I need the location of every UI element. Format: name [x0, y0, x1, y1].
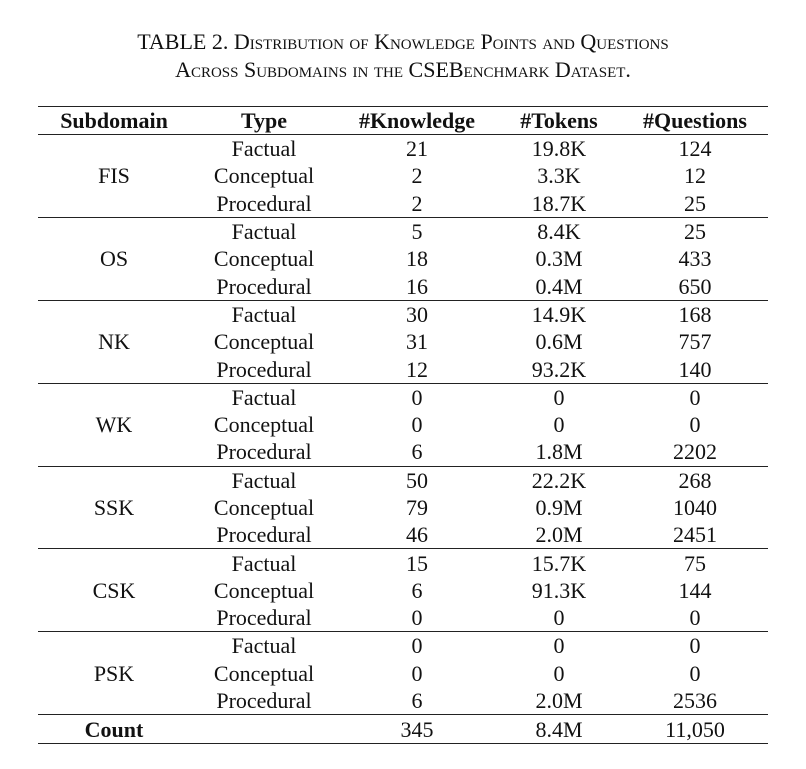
questions-cell: 168: [678, 301, 712, 327]
subdomain-cell: PSK: [38, 632, 190, 715]
header-knowledge: #Knowledge: [338, 107, 496, 135]
count-label: Count: [38, 715, 190, 744]
count-row: [38, 715, 768, 744]
type-cell: Procedural: [190, 272, 338, 300]
knowledge-cell: 6: [338, 438, 496, 466]
knowledge-cell: 0: [411, 660, 423, 686]
questions-cell: 2451: [622, 521, 768, 549]
subdomain-cell: FIS: [38, 135, 190, 218]
table-header: [38, 107, 768, 135]
header-tokens: #Tokens: [496, 107, 622, 135]
knowledge-cell: 0: [411, 633, 423, 659]
questions-cell: 2202: [622, 438, 768, 466]
questions-cell: 268: [678, 467, 712, 493]
header-subdomain: Subdomain: [38, 107, 190, 135]
knowledge-cell: 50: [406, 467, 428, 493]
questions-cell: 433: [678, 246, 712, 272]
questions-cell: 25: [622, 190, 768, 218]
subdomain-cell: NK: [38, 300, 190, 383]
questions-cell: 0: [622, 604, 768, 632]
questions-cell: 12: [684, 163, 706, 189]
knowledge-cell: 12: [338, 355, 496, 383]
questions-cell: 2536: [622, 687, 768, 715]
type-cell: Factual: [231, 467, 297, 493]
type-cell: Procedural: [190, 190, 338, 218]
questions-cell: 1040: [673, 495, 717, 520]
knowledge-cell: 2: [338, 190, 496, 218]
questions-cell: 757: [678, 329, 712, 355]
subdomain-group: [38, 383, 768, 466]
tokens-cell: 3.3K: [537, 163, 581, 189]
type-cell: Procedural: [190, 521, 338, 549]
knowledge-cell: 30: [406, 301, 428, 327]
knowledge-cell: 5: [411, 219, 423, 245]
subdomain-group: [38, 549, 768, 632]
questions-cell: 25: [684, 219, 706, 245]
tokens-cell: 0.6M: [535, 329, 583, 355]
type-cell: Conceptual: [213, 329, 315, 355]
table-footer: [38, 715, 768, 744]
knowledge-cell: 0: [411, 384, 423, 410]
tokens-cell: 1.8M: [496, 438, 622, 466]
questions-cell: 144: [678, 577, 712, 603]
type-cell: Factual: [231, 219, 297, 245]
knowledge-cell: 16: [338, 272, 496, 300]
tokens-cell: 18.7K: [496, 190, 622, 218]
type-cell: Factual: [231, 384, 297, 410]
questions-cell: 0: [689, 384, 701, 410]
count-questions: 11,050: [622, 715, 768, 744]
questions-cell: 0: [689, 633, 701, 659]
tokens-cell: 0: [553, 660, 565, 686]
type-cell: Conceptual: [213, 163, 315, 189]
table-row: [38, 383, 768, 411]
knowledge-cell: 0: [338, 604, 496, 632]
tokens-cell: 0.3M: [535, 246, 583, 272]
knowledge-cell: 0: [411, 412, 423, 438]
table-caption: [0, 28, 806, 84]
table-row: [38, 632, 768, 660]
tokens-cell: 91.3K: [531, 577, 587, 603]
knowledge-cell: 31: [406, 329, 428, 355]
knowledge-cell: 21: [406, 136, 428, 162]
subdomain-cell: OS: [38, 217, 190, 300]
tokens-cell: 2.0M: [496, 521, 622, 549]
table-row: [38, 135, 768, 163]
subdomain-group: [38, 217, 768, 300]
knowledge-cell: 79: [406, 495, 428, 520]
questions-cell: 650: [622, 272, 768, 300]
tokens-cell: 14.9K: [531, 301, 587, 327]
knowledge-cell: 2: [411, 163, 423, 189]
type-cell: Factual: [231, 136, 297, 162]
tokens-cell: 0: [553, 412, 565, 438]
header-questions: #Questions: [622, 107, 768, 135]
type-cell: Conceptual: [213, 412, 315, 438]
count-tokens: 8.4M: [496, 715, 622, 744]
table-row: [38, 466, 768, 494]
distribution-table: [38, 106, 768, 744]
subdomain-cell: SSK: [38, 466, 190, 549]
type-cell: Procedural: [190, 687, 338, 715]
type-cell: Conceptual: [213, 577, 315, 603]
subdomain-group: [38, 632, 768, 715]
type-cell: Conceptual: [213, 495, 315, 520]
knowledge-cell: 46: [338, 521, 496, 549]
table-row: [38, 217, 768, 245]
tokens-cell: 93.2K: [496, 355, 622, 383]
questions-cell: 124: [678, 136, 712, 162]
subdomain-cell: CSK: [38, 549, 190, 632]
tokens-cell: 15.7K: [531, 550, 587, 576]
table-row: [38, 549, 768, 577]
caption-line-1-rest: istribution of Knowledge Points and Questions: [249, 29, 669, 54]
caption-line-1: [0, 28, 806, 56]
tokens-cell: 2.0M: [496, 687, 622, 715]
tokens-cell: 0.9M: [535, 495, 583, 520]
count-type: [190, 715, 338, 744]
knowledge-cell: 6: [338, 687, 496, 715]
table-row: [38, 300, 768, 328]
tokens-cell: 0: [496, 604, 622, 632]
header-type: Type: [190, 107, 338, 135]
subdomain-cell: WK: [38, 383, 190, 466]
type-cell: Procedural: [190, 355, 338, 383]
tokens-cell: 19.8K: [531, 136, 587, 162]
tokens-cell: 0: [553, 384, 565, 410]
tokens-cell: 0.4M: [496, 272, 622, 300]
type-cell: Conceptual: [213, 246, 315, 272]
caption-line-2: Across Subdomains in the CSEBenchmark Dataset.: [175, 57, 631, 82]
questions-cell: 0: [689, 660, 701, 686]
caption-line-1-prefix: TABLE 2. D: [137, 29, 250, 54]
type-cell: Factual: [231, 550, 297, 576]
questions-cell: 75: [684, 550, 706, 576]
type-cell: Factual: [231, 301, 297, 327]
tokens-cell: 0: [553, 633, 565, 659]
tokens-cell: 22.2K: [531, 467, 587, 493]
questions-cell: 140: [622, 355, 768, 383]
tokens-cell: 8.4K: [537, 219, 581, 245]
header-row: [38, 107, 768, 135]
count-knowledge: 345: [338, 715, 496, 744]
subdomain-group: [38, 300, 768, 383]
questions-cell: 0: [689, 412, 701, 438]
type-cell: Procedural: [190, 438, 338, 466]
knowledge-cell: 15: [406, 550, 428, 576]
knowledge-cell: 18: [406, 246, 428, 272]
type-cell: Procedural: [190, 604, 338, 632]
subdomain-group: [38, 135, 768, 218]
type-cell: Factual: [231, 633, 297, 659]
type-cell: Conceptual: [213, 660, 315, 686]
knowledge-cell: 6: [411, 577, 423, 603]
subdomain-group: [38, 466, 768, 549]
